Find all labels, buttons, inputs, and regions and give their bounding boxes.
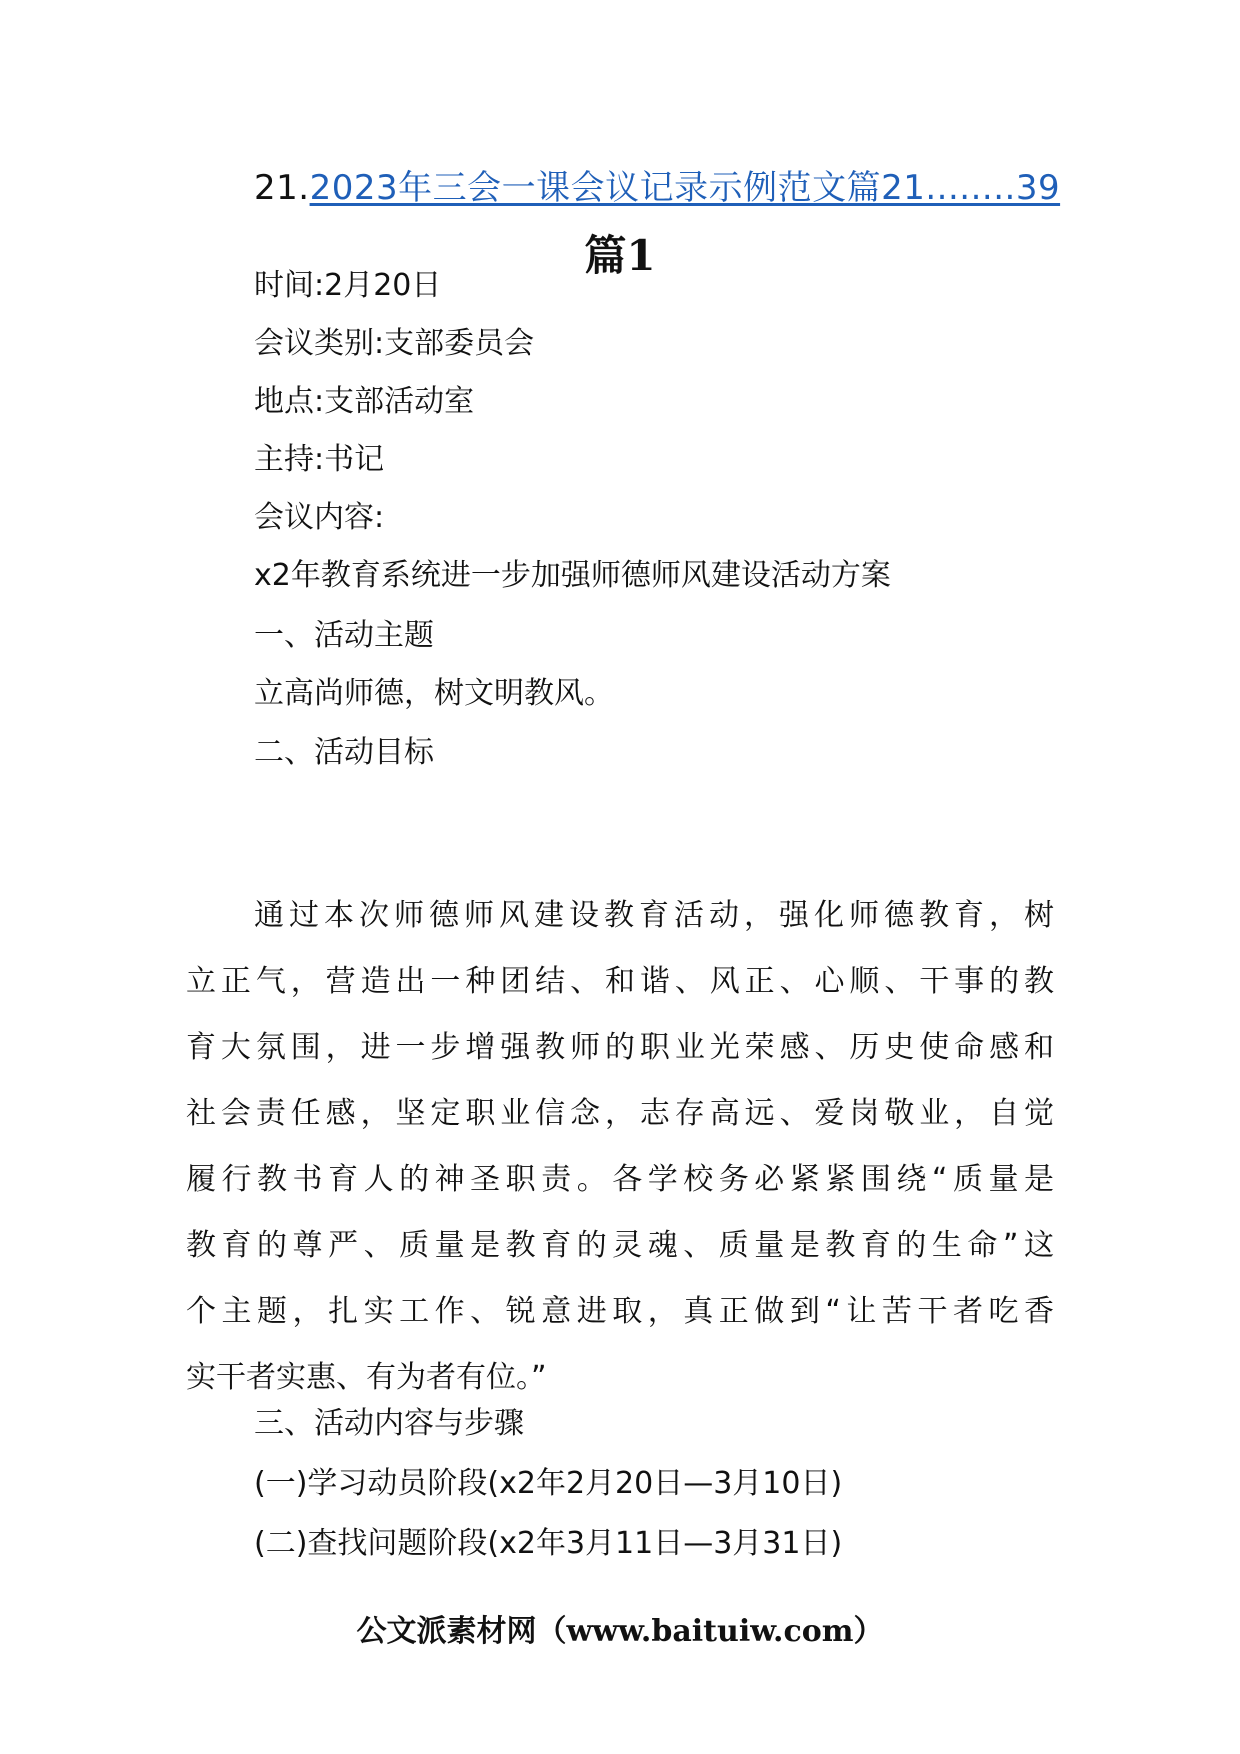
- toc-entry: [254, 166, 1060, 210]
- paragraph-line: 立正气，营造出一种团结、和谐、风正、心顺、干事的教: [186, 964, 1054, 999]
- section1-title: 一、活动主题: [254, 618, 434, 653]
- section1-text: 立高尚师德，树文明教风。: [254, 676, 614, 711]
- section-heading: 篇1: [584, 231, 656, 280]
- meeting-host: 主持:书记: [254, 442, 385, 477]
- paragraph-line: 履行教书育人的神圣职责。各学校务必紧紧围绕“质量是: [186, 1162, 1054, 1197]
- paragraph-line: 教育的尊严、质量是教育的灵魂、质量是教育的生命”这: [186, 1228, 1054, 1263]
- section2-title: 二、活动目标: [254, 735, 434, 770]
- meeting-place: 地点:支部活动室: [254, 384, 475, 419]
- paragraph-line: 社会责任感，坚定职业信念，志存高远、爱岗敬业，自觉: [186, 1096, 1054, 1131]
- toc-entry-number: 21.: [254, 168, 310, 208]
- section3-title: 三、活动内容与步骤: [254, 1406, 524, 1441]
- section2-paragraph: [186, 883, 1054, 1411]
- meeting-content-label: 会议内容:: [254, 500, 385, 535]
- stage2-line: (二)查找问题阶段(x2年3月11日—3月31日): [254, 1526, 843, 1561]
- footer-source: 公文派素材网（www.baituiw.com）: [356, 1614, 884, 1649]
- paragraph-line: 实干者实惠、有为者有位。”: [186, 1360, 547, 1395]
- toc-entry-link[interactable]: 2023年三会一课会议记录示例范文篇21........39: [309, 168, 1061, 208]
- paragraph-line: 通过本次师德师风建设教育活动，强化师德教育，树: [254, 898, 1054, 933]
- stage1-line: (一)学习动员阶段(x2年2月20日—3月10日): [254, 1466, 843, 1501]
- plan-title: x2年教育系统进一步加强师德师风建设活动方案: [254, 558, 891, 593]
- paragraph-line: 个主题，扎实工作、锐意进取，真正做到“让苦干者吃香: [186, 1294, 1054, 1329]
- meeting-time: 时间:2月20日: [254, 268, 442, 303]
- meeting-category: 会议类别:支部委员会: [254, 326, 535, 361]
- paragraph-line: 育大氛围，进一步增强教师的职业光荣感、历史使命感和: [186, 1030, 1054, 1065]
